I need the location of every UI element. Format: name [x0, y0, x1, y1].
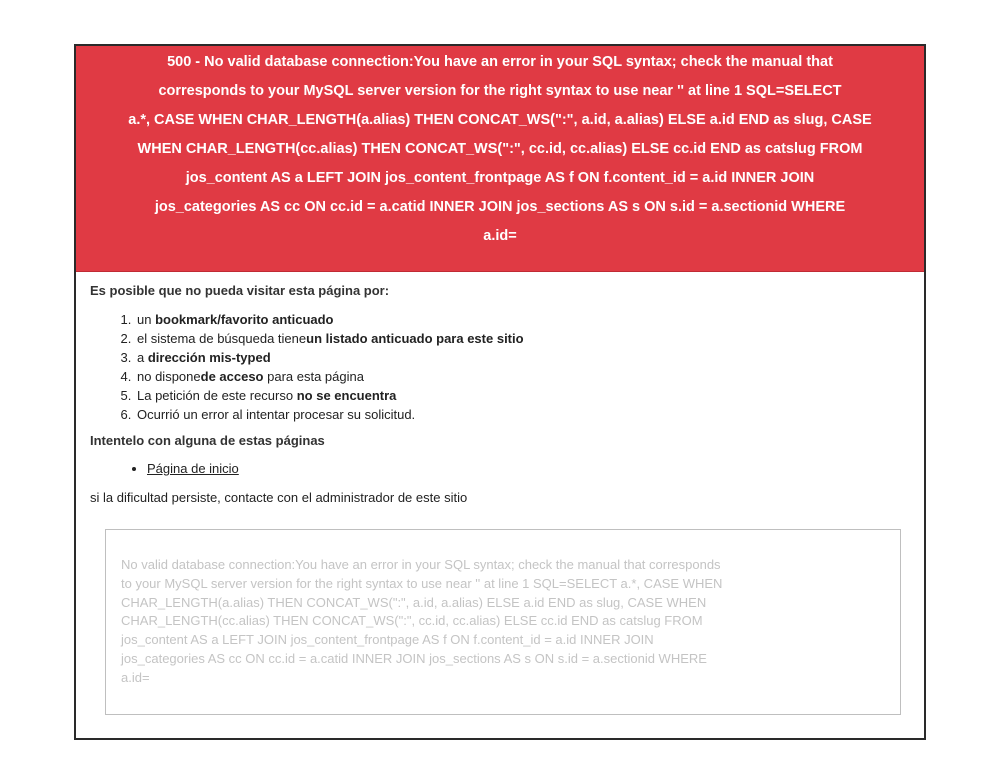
reason-item: 3. a dirección mis-typed [135, 348, 910, 367]
reasons-list [90, 310, 910, 424]
reason-item: 4. no disponede acceso para esta página [135, 367, 910, 386]
suggested-links [90, 460, 910, 478]
error-detail-box [105, 529, 901, 715]
error-header-line: a.id= [483, 228, 517, 244]
error-detail-line: a.id= [121, 669, 150, 685]
error-detail-line: jos_content AS a LEFT JOIN jos_content_frontpage AS f ON f.content_id = a.id INNER JOIN [121, 632, 654, 648]
reason-item: 2. el sistema de búsqueda tieneun listado anticuado para este sitio [135, 329, 910, 348]
reason-item: 5. La petición de este recurso no se encuentra [135, 386, 910, 405]
error-header-line: corresponds to your MySQL server version for the right syntax to use near '' at line 1 SQL=SELECT [158, 83, 842, 99]
error-detail-line: to your MySQL server version for the right syntax to use near '' at line 1 SQL=SELECT a.*, CASE WHEN [121, 575, 723, 591]
try-pages-heading: Intentelo con alguna de estas páginas [90, 433, 325, 448]
error-header [76, 46, 924, 272]
error-header-line: WHEN CHAR_LENGTH(cc.alias) THEN CONCAT_WS(":", cc.id, cc.alias) ELSE cc.id END as catslug FROM [137, 141, 863, 157]
reason-item: 1. un bookmark/favorito anticuado [135, 310, 910, 329]
reason-item: 6. Ocurrió un error al intentar procesar su solicitud. [135, 405, 910, 424]
error-page [74, 44, 926, 740]
error-header-line: jos_content AS a LEFT JOIN jos_content_frontpage AS f ON f.content_id = a.id INNER JOIN [185, 170, 815, 186]
reasons-intro: Es posible que no pueda visitar esta página por: [90, 283, 390, 298]
error-content [76, 282, 924, 507]
error-header-line: jos_categories AS cc ON cc.id = a.catid INNER JOIN jos_sections AS s ON s.id = a.sectionid WHERE [154, 199, 846, 215]
list-item [147, 460, 910, 478]
error-detail-line: CHAR_LENGTH(a.alias) THEN CONCAT_WS(":", a.id, a.alias) ELSE a.id END as slug, CASE WHEN [121, 594, 707, 610]
error-detail-line: jos_categories AS cc ON cc.id = a.catid INNER JOIN jos_sections AS s ON s.id = a.sectionid WHERE [121, 650, 707, 666]
home-page-link[interactable]: Página de inicio [147, 461, 239, 476]
persist-message: si la dificultad persiste, contacte con el administrador de este sitio [90, 490, 468, 505]
error-detail-line: No valid database connection:You have an error in your SQL syntax; check the manual that corresponds [121, 557, 721, 572]
error-detail-line: CHAR_LENGTH(cc.alias) THEN CONCAT_WS(":", cc.id, cc.alias) ELSE cc.id END as catslug FROM [121, 613, 703, 629]
error-header-line: a.*, CASE WHEN CHAR_LENGTH(a.alias) THEN CONCAT_WS(":", a.id, a.alias) ELSE a.id END as slug, CASE [128, 112, 872, 128]
error-header-line: 500 - No valid database connection:You have an error in your SQL syntax; check the manual that [167, 54, 833, 70]
